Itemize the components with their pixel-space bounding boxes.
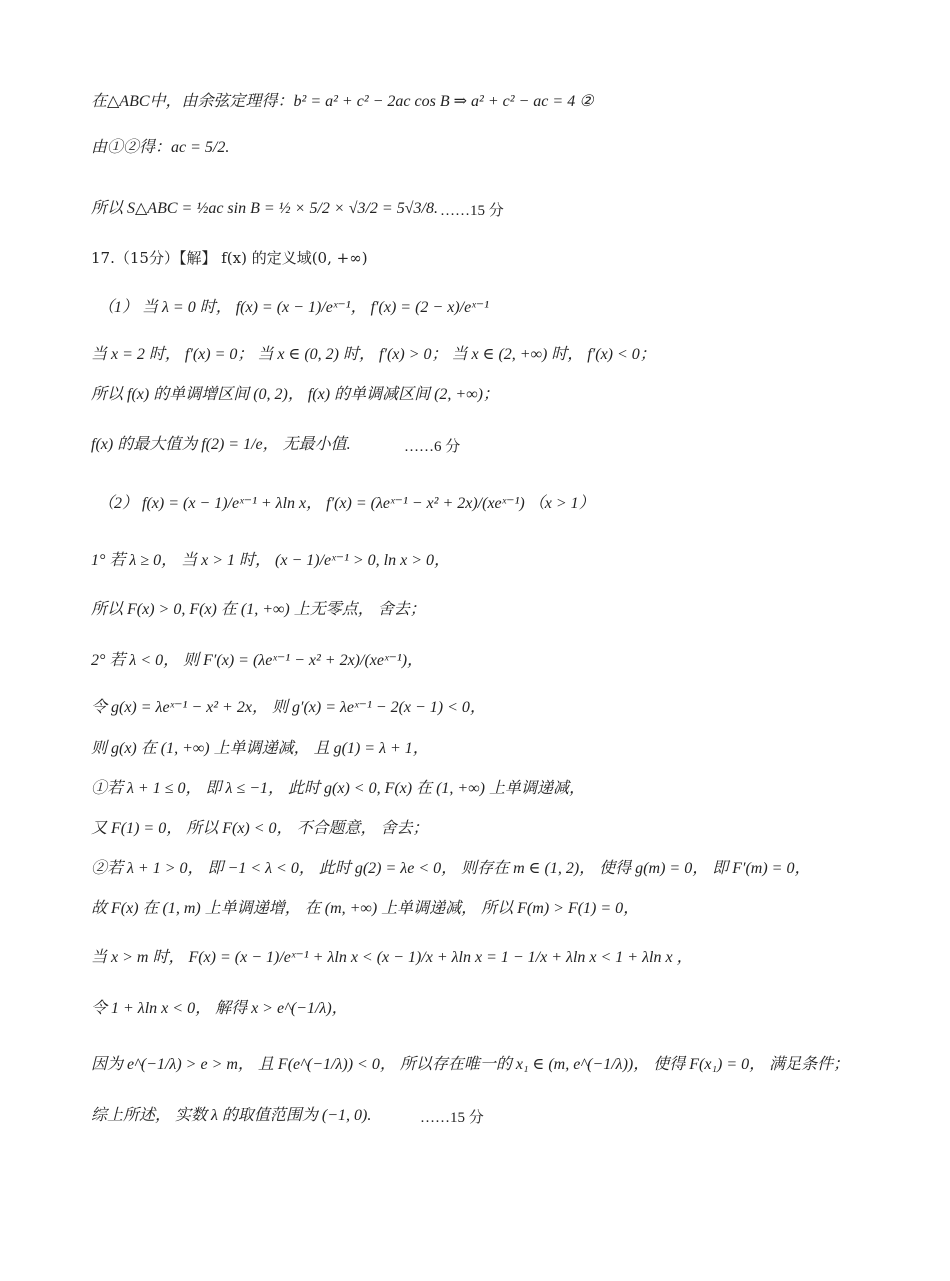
text-line-15: ①若 λ + 1 ≤ 0， 即 λ ≤ −1， 此时 g(x) < 0, F(x) 在 (1, +∞) 上单调递减， — [91, 780, 585, 797]
score-marker-1: ……15 分 — [440, 203, 504, 219]
score-marker-2: ……6 分 — [404, 439, 461, 455]
text-line-20: 令 1 + λln x < 0， 解得 x > e^(−1/λ)， — [91, 1000, 348, 1017]
text-line-10: 1° 若 λ ≥ 0， 当 x > 1 时， (x − 1)/eˣ⁻¹ > 0, ln x > 0， — [91, 552, 451, 569]
text-line-18: 故 F(x) 在 (1, m) 上单调递增， 在 (m, +∞) 上单调递减， 所以 F(m) > F(1) = 0， — [91, 900, 640, 917]
text-line-21: 因为 e^(−1/λ) > e > m， 且 F(e^(−1/λ)) < 0， 所以存在唯一的 x₁ ∈ (m, e^(−1/λ))， 使得 F(x₁) = 0， 满足条件； — [91, 1056, 850, 1073]
text-line-3: 所以 S△ABC = ½ac sin B = ½ × 5/2 × √3/2 = 5√3/8. — [91, 200, 438, 217]
text-line-17: ②若 λ + 1 > 0， 即 −1 < λ < 0， 此时 g(2) = λe < 0， 则存在 m ∈ (1, 2)， 使得 g(m) = 0， 即 F′(m) = 0， — [91, 860, 811, 877]
text-line-9: （2） f(x) = (x − 1)/eˣ⁻¹ + λln x， f′(x) = (λeˣ⁻¹ − x² + 2x)/(xeˣ⁻¹) （x > 1） — [98, 495, 595, 512]
text-line-2: 由①②得：ac = 5/2. — [91, 139, 230, 156]
text-line-8: f(x) 的最大值为 f(2) = 1/e， 无最小值. — [91, 436, 351, 453]
text-line-7: 所以 f(x) 的单调增区间 (0, 2)， f(x) 的单调减区间 (2, +∞)； — [91, 386, 499, 403]
text-line-1: 在△ABC中，由余弦定理得：b² = a² + c² − 2ac cos B ⇒ a² + c² − ac = 4 ② — [91, 93, 594, 110]
text-line-12: 2° 若 λ < 0， 则 F′(x) = (λeˣ⁻¹ − x² + 2x)/(xeˣ⁻¹)， — [91, 652, 424, 669]
text-line-19: 当 x > m 时， F(x) = (x − 1)/eˣ⁻¹ + λln x < (x − 1)/x + λln x = 1 − 1/x + λln x < 1 + λln x ， — [91, 949, 693, 966]
text-line-6: 当 x = 2 时， f′(x) = 0； 当 x ∈ (0, 2) 时， f′(x) > 0； 当 x ∈ (2, +∞) 时， f′(x) < 0； — [91, 346, 656, 363]
text-line-4: 17.（15分）【解】 f(x) 的定义域(0, +∞) — [91, 249, 368, 267]
text-line-13: 令 g(x) = λeˣ⁻¹ − x² + 2x， 则 g′(x) = λeˣ⁻¹ − 2(x − 1) < 0， — [91, 699, 486, 716]
text-line-14: 则 g(x) 在 (1, +∞) 上单调递减， 且 g(1) = λ + 1， — [91, 740, 429, 757]
text-line-5: （1） 当 λ = 0 时， f(x) = (x − 1)/eˣ⁻¹， f′(x) = (2 − x)/eˣ⁻¹ — [98, 299, 489, 316]
text-line-22: 综上所述， 实数 λ 的取值范围为 (−1, 0). — [91, 1107, 372, 1124]
text-line-16: 又 F(1) = 0， 所以 F(x) < 0， 不合题意， 舍去； — [91, 820, 429, 837]
score-marker-3: ……15 分 — [420, 1110, 484, 1126]
text-line-11: 所以 F(x) > 0, F(x) 在 (1, +∞) 上无零点， 舍去； — [91, 601, 426, 618]
